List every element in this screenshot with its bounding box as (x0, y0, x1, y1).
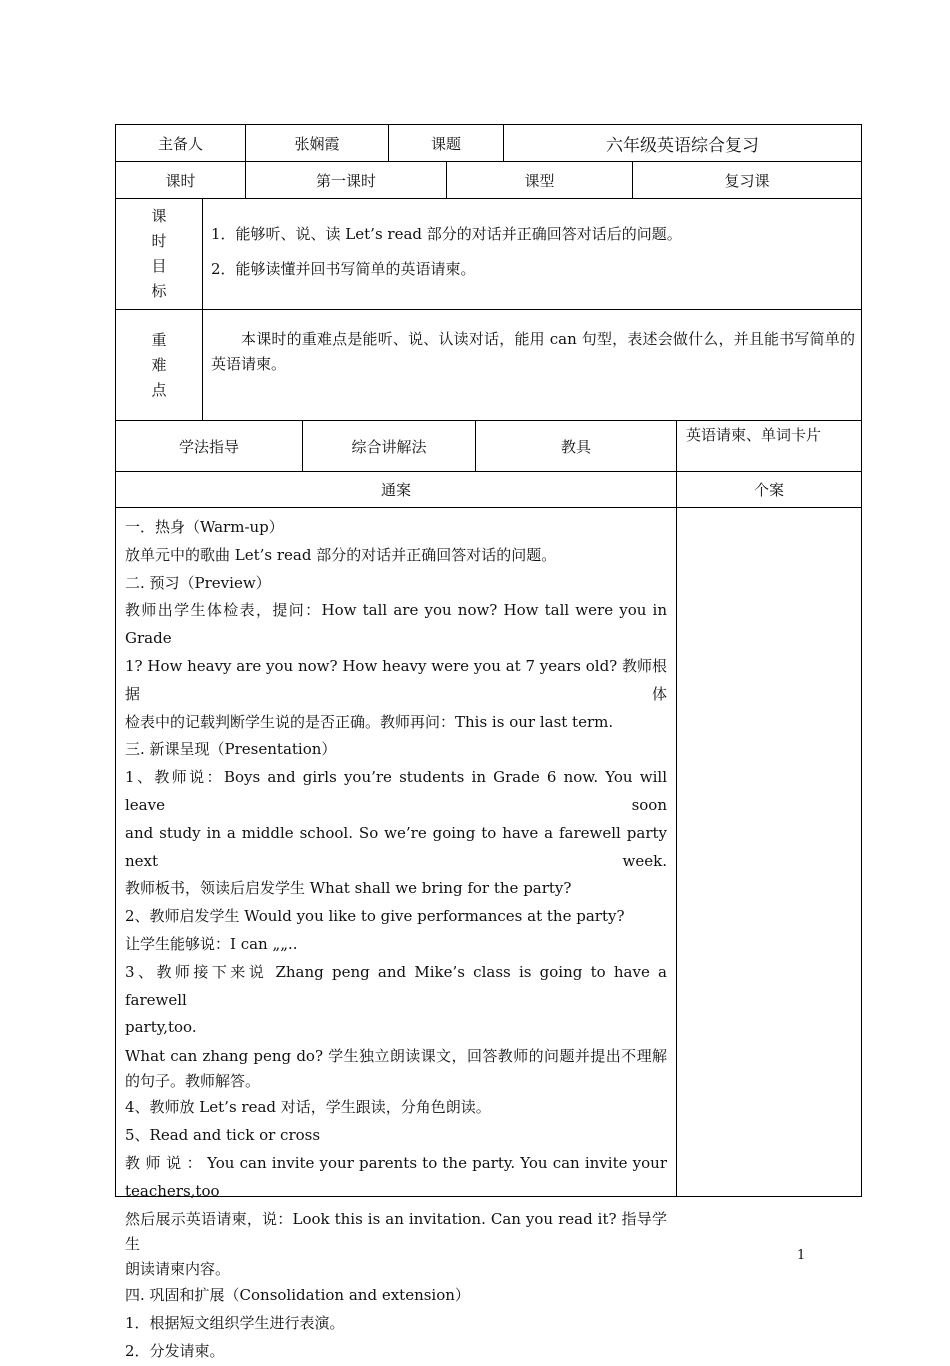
plan-line: 1? How heavy are you now? How heavy were you at 7 years old? 教师根据体 (125, 656, 667, 703)
plan-line: 然后展示英语请柬，说：Look this is an invitation. Can you read it? 指导学生 (125, 1210, 667, 1254)
common-plan-label: 通案 (380, 481, 411, 499)
goals-label (116, 199, 202, 309)
plan-line: teachers,too (125, 1181, 220, 1200)
plan-line: 的句子。教师解答。 (125, 1072, 261, 1091)
plan-line: 放单元中的歌曲 Let’s read 部分的对话并正确回答对话的问题。 (125, 545, 557, 564)
type-value: 复习课 (632, 162, 861, 198)
plan-line: 二. 预习（Preview） (125, 573, 271, 592)
methods-row (115, 420, 862, 471)
plan-line: party,too. (125, 1018, 197, 1037)
plan-line: What can zhang peng do? 学生独立朗读课文，回答教师的问题并提出不理解 (125, 1047, 667, 1066)
plan-line: 朗读请柬内容。 (125, 1260, 231, 1279)
topic-label: 课题 (388, 125, 503, 161)
plan-line: 4、教师放 Let’s read 对话，学生跟读，分角色朗读。 (125, 1098, 491, 1117)
plan-line: 1、教师说：Boys and girls you’re students in Grade 6 now. You will leave soon (125, 768, 667, 814)
goals-row (115, 198, 862, 309)
plan-line: 一．热身（Warm-up） (125, 518, 284, 536)
study-method-label: 学法指导 (178, 437, 239, 456)
individual-plan-label: 个案 (676, 472, 861, 507)
common-plan-content (116, 508, 676, 1360)
goals-label-char: 课 (151, 207, 167, 225)
key-points-text: 本课时的重难点是能听、说、认读对话，能用 can 句型，表述会做什么，并且能书写简单的英语请柬。 (211, 330, 855, 373)
teaching-aids-value (676, 421, 861, 471)
plan-line: and study in a middle school. So we’re going to have a farewell party next week. (125, 823, 667, 870)
plan-line: 检表中的记载判断学生说的是否正确。教师再问：This is our last term. (125, 712, 614, 731)
teaching-aids-text: 英语请柬、单词卡片 (686, 426, 822, 444)
header-row-2 (115, 161, 862, 198)
key-points-label-char: 难 (151, 355, 167, 374)
period-value: 第一课时 (245, 162, 446, 198)
plan-line: 1．根据短文组织学生进行表演。 (125, 1314, 345, 1333)
plan-line: 教 师 说 ： You can invite your parents to the party. You can invite your (125, 1153, 667, 1172)
plan-line: 三. 新课呈现（Presentation） (125, 740, 337, 759)
period-label: 课时 (165, 171, 196, 190)
plan-line: 2、教师启发学生 Would you like to give performances at the party? (125, 907, 625, 926)
type-label: 课型 (446, 162, 632, 198)
goals-label-char: 目 (151, 257, 167, 275)
header-row-1 (115, 124, 862, 161)
key-points-content (202, 310, 861, 420)
goals-content (202, 199, 861, 309)
plan-line: 2．分发请柬。 (125, 1341, 225, 1360)
plan-line: 教师出学生体检表，提问：How tall are you now? How tall were you in Grade (125, 601, 667, 648)
key-points-label (116, 310, 202, 420)
goals-label-char: 标 (151, 282, 167, 300)
individual-plan-content (676, 508, 861, 1196)
study-method-value: 综合讲解法 (302, 421, 475, 471)
preparer-label: 主备人 (157, 134, 203, 153)
key-points-label-char: 点 (151, 380, 167, 399)
key-points-label-char: 重 (151, 330, 167, 349)
page-number: 1 (797, 1248, 806, 1263)
teaching-aids-label: 教具 (475, 421, 676, 471)
plan-line: 5、Read and tick or cross (125, 1125, 321, 1144)
preparer-name: 张娴霞 (245, 125, 388, 161)
goal-item: 1．能够听、说、读 Let’s read 部分的对话并正确回答对话后的问题。 (211, 225, 682, 243)
key-points-row (115, 309, 862, 420)
plan-line: 3、教师接下来说 Zhang peng and Mike’s class is going to have a farewell (125, 962, 667, 1009)
plan-header-row (115, 471, 862, 507)
plan-line: 让学生能够说：I can „„.. (125, 934, 298, 953)
topic-value: 六年级英语综合复习 (503, 125, 861, 161)
plan-line: 教师板书，领读后启发学生 What shall we bring for the party? (125, 879, 572, 898)
plan-body-row (115, 507, 862, 1360)
goals-label-char: 时 (151, 232, 167, 250)
plan-line: 四. 巩固和扩展（Consolidation and extension） (125, 1286, 470, 1305)
goal-item: 2．能够读懂并回书写简单的英语请柬。 (211, 260, 476, 278)
